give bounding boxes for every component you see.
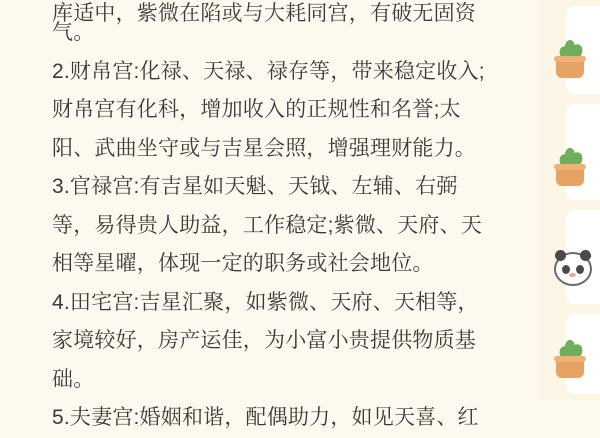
text-line: 3.官禄宫:有吉星如天魁、天钺、左辅、右弼 <box>52 175 458 198</box>
ear-icon <box>555 250 566 261</box>
text-line: 4.田宅宫:吉星汇聚，如紫微、天府、天相等， <box>52 290 479 314</box>
text-line: 5.夫妻宫:婚姻和谐，配偶助力，如见天喜、红 <box>52 406 479 429</box>
pot-icon <box>556 168 584 186</box>
leaf-icon <box>565 340 575 354</box>
pot-icon <box>556 60 584 78</box>
text-line: 相等星曜，体现一定的职务或社会地位。 <box>52 252 434 275</box>
text-line: 2.财帛宫:化禄、天禄、禄存等，带来稳定收入; <box>52 59 485 83</box>
eye-icon <box>562 265 570 274</box>
text-line: 等，易得贵人助益，工作稳定;紫微、天府、天 <box>52 213 483 237</box>
text-line: 财帛宫有化科，增加收入的正规性和名誉;太 <box>52 98 461 121</box>
leaf-icon <box>565 148 575 162</box>
face-outline <box>554 252 592 286</box>
plant-pot-sticker <box>544 30 596 82</box>
ear-icon <box>580 250 591 261</box>
plant-pot-sticker <box>544 138 596 190</box>
text-line: 家境较好，房产运佳，为小富小贵提供物质基 <box>52 329 476 352</box>
text-line: 气。 <box>52 21 95 44</box>
snout-icon <box>569 273 576 277</box>
text-line: 阳、武曲坐守或与吉星会照，增强理财能力。 <box>52 136 476 160</box>
panda-face-sticker <box>544 244 596 296</box>
pot-icon <box>556 360 584 378</box>
text-line: 库适中，紫微在陷或与大耗同宫，有破无固资 <box>52 2 476 25</box>
decorative-sidebar <box>540 0 600 400</box>
eye-icon <box>576 265 584 274</box>
plant-pot-sticker <box>544 330 596 382</box>
text-line: 础。 <box>52 367 95 391</box>
leaf-icon <box>565 40 575 54</box>
